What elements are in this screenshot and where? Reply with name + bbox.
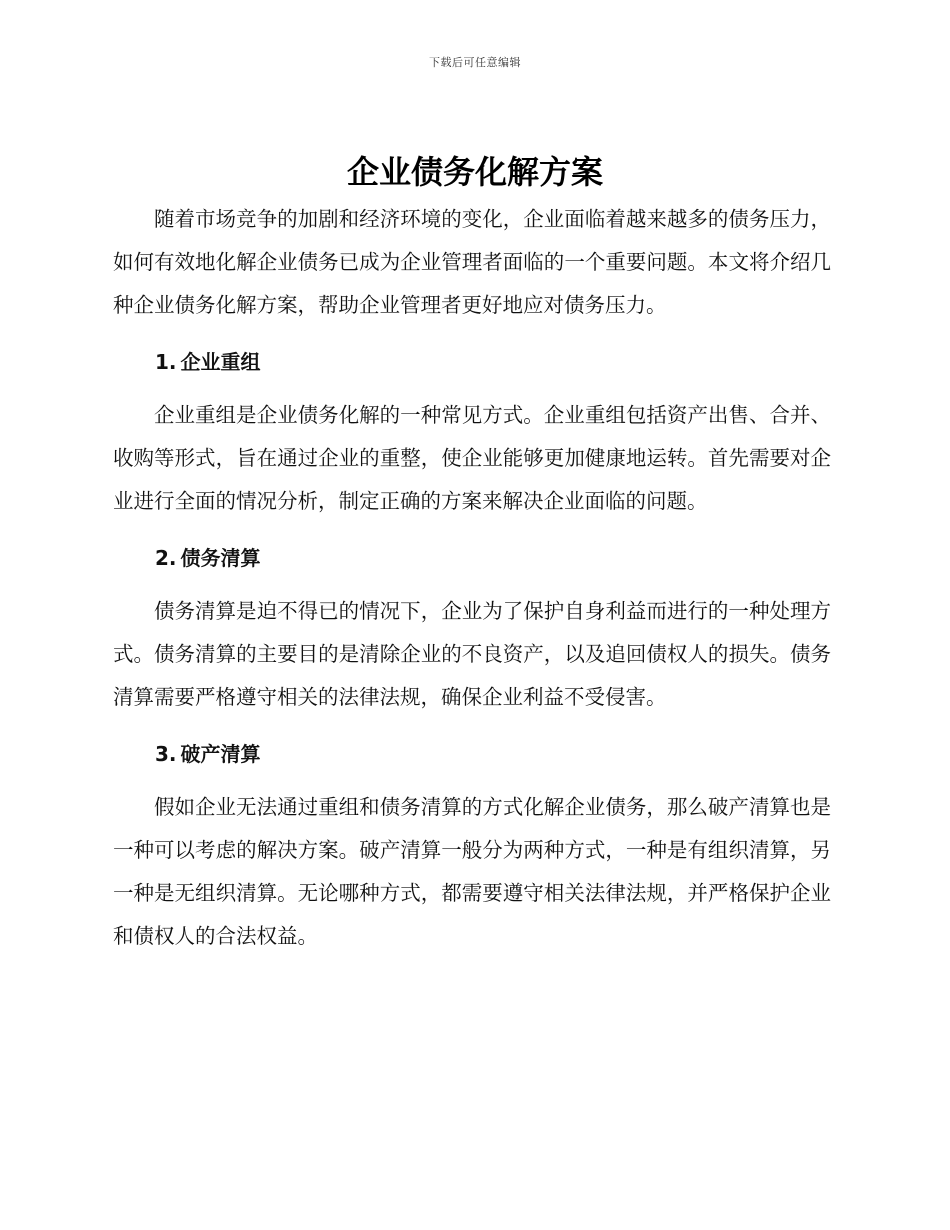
section-title: 企业重组 [180,350,261,374]
page-header-note: 下载后可任意编辑 [429,56,521,69]
section-paragraph-restructuring: 企业重组是企业债务化解的一种常见方式。企业重组包括资产出售、合并、收购等形式，旨在通过企业的重整，使企业能够更加健康地运转。首先需要对企业进行全面的情况分析，制定正确的方案来解决企业面临的问题。 [113,403,831,513]
document-title: 企业债务化解方案 [346,153,603,191]
section-title: 破产清算 [180,742,261,766]
section-heading-bankruptcy [113,733,831,776]
section-paragraph-bankruptcy: 假如企业无法通过重组和债务清算的方式化解企业债务，那么破产清算也是一种可以考虑的解决方案。破产清算一般分为两种方式，一种是有组织清算，另一种是无组织清算。无论哪种方式，都需要遵守相关法律法规，并严格保护企业和债权人的合法权益。 [113,795,831,948]
section-number: 3. [155,742,177,766]
section-heading-restructuring [113,341,831,384]
section-title: 债务清算 [180,546,261,570]
section-number: 2. [155,546,177,570]
intro-paragraph: 随着市场竞争的加剧和经济环境的变化，企业面临着越来越多的债务压力，如何有效地化解企业债务已成为企业管理者面临的一个重要问题。本文将介绍几种企业债务化解方案，帮助企业管理者更好地应对债务压力。 [113,207,831,317]
section-paragraph-debt-liquidation: 债务清算是迫不得已的情况下，企业为了保护自身利益而进行的一种处理方式。债务清算的主要目的是清除企业的不良资产，以及追回债权人的损失。债务清算需要严格遵守相关的法律法规，确保企业利益不受侵害。 [113,599,831,709]
section-number: 1. [155,350,177,374]
section-heading-debt-liquidation [113,537,831,580]
document-body [113,198,831,958]
